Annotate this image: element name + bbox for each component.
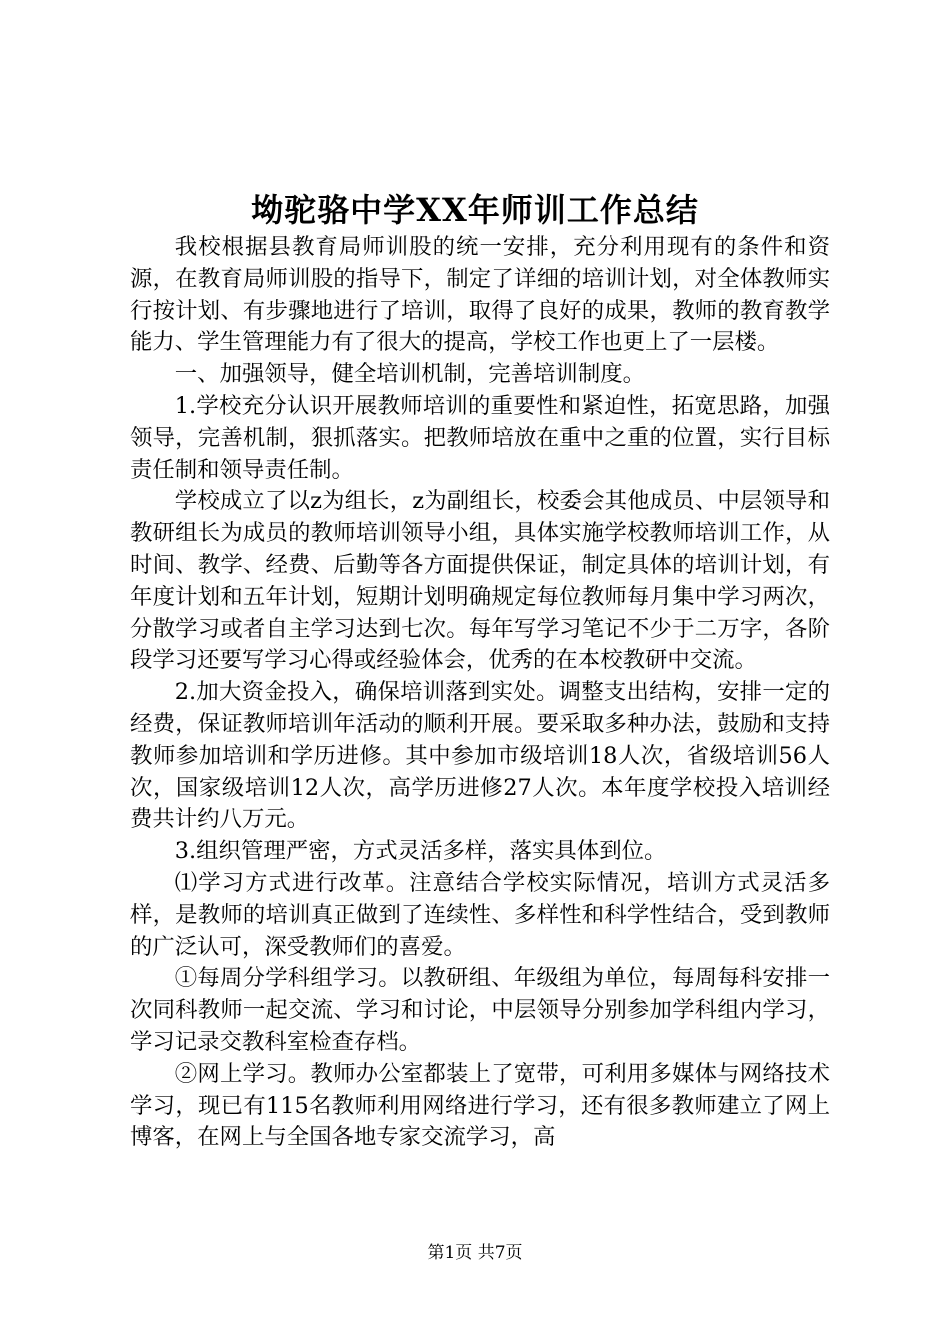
paragraph: ①每周分学科组学习。以教研组、年级组为单位，每周每科安排一次同科教师一起交流、学习和讨论，中层领导分别参加学科组内学习，学习记录交教科室检查存档。 bbox=[130, 965, 830, 1055]
section-heading: 一、加强领导，健全培训机制，完善培训制度。 bbox=[174, 361, 645, 388]
document-title: 坳驼骆中学XX年师训工作总结 bbox=[251, 191, 699, 229]
paragraph: 学校成立了以z为组长，z为副组长，校委会其他成员、中层领导和教研组长为成员的教师培训领导小组，具体实施学校教师培训工作，从时间、教学、经费、后勤等各方面提供保证，制定具体的培训计划，有年度计划和五年计划，短期计划明确规定每位教师每月集中学习两次，分散学习或者自主学习达到七次。每年写学习笔记不少于二万字，各阶段学习还要写学习心得或经验体会，优秀的在本校教研中交流。 bbox=[130, 488, 830, 674]
paragraph: 3.组织管理严密，方式灵活多样，落实具体到位。 bbox=[174, 838, 667, 865]
paragraph: 我校根据县教育局师训股的统一安排，充分利用现有的条件和资源，在教育局师训股的指导下，制定了详细的培训计划，对全体教师实行按计划、有步骤地进行了培训，取得了良好的成果，教师的教育教学能力、学生管理能力有了很大的提高，学校工作也更上了一层楼。 bbox=[130, 234, 830, 356]
page-number-footer: 第1页 共7页 bbox=[427, 1243, 523, 1263]
paragraph: ⑴学习方式进行改革。注意结合学校实际情况，培训方式灵活多样，是教师的培训真正做到了连续性、多样性和科学性结合，受到教师的广泛认可，深受教师们的喜爱。 bbox=[130, 869, 830, 960]
paragraph: 2.加大资金投入，确保培训落到实处。调整支出结构，安排一定的经费，保证教师培训年活动的顺利开展。要采取多种办法，鼓励和支持教师参加培训和学历进修。其中参加市级培训18人次，省级培训56人次，国家级培训12人次，高学历进修27人次。本年度学校投入培训经费共计约八万元。 bbox=[130, 679, 830, 833]
document-body bbox=[130, 232, 830, 1154]
paragraph: 1.学校充分认识开展教师培训的重要性和紧迫性，拓宽思路，加强领导，完善机制，狠抓落实。把教师培放在重中之重的位置，实行目标责任制和领导责任制。 bbox=[130, 392, 830, 483]
paragraph: ②网上学习。教师办公室都装上了宽带，可利用多媒体与网络技术学习，现已有115名教师利用网络进行学习，还有很多教师建立了网上博客，在网上与全国各地专家交流学习，高 bbox=[130, 1060, 830, 1151]
